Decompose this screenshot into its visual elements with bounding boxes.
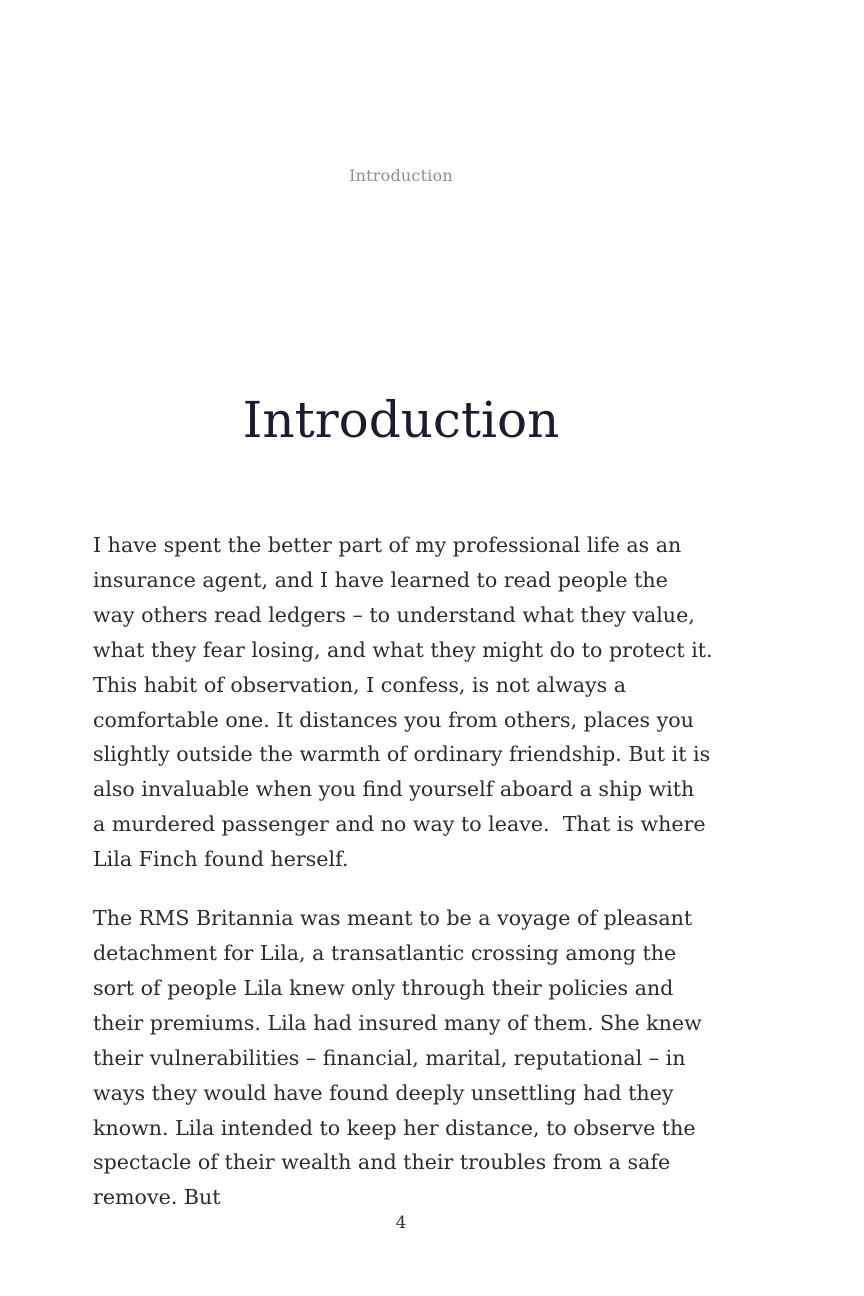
page-number: 4: [395, 1213, 407, 1233]
chapter-title: Introduction: [242, 391, 560, 449]
running-header: Introduction: [349, 166, 453, 185]
body-text: [93, 528, 720, 1239]
paragraph: The RMS Britannia was meant to be a voyage of pleasant detachment for Lila, a transatlantic crossing among the sort of people Lila knew only through their policies and their premiums. Lila had insured many of them. She knew their vulnerabilities – financial, marital, reputational – in ways they would have found deeply unsettling had they known. Lila intended to keep her distance, to observe the spectacle of their wealth and their troubles from a safe remove. But: [93, 906, 709, 1210]
paragraph: I have spent the better part of my professional life as an insurance agent, and I have learned to read people the way others read ledgers – to understand what they value, what they fear losing, and what they might do to protect it. This habit of observation, I confess, is not always a comfortable one. It distances you from others, places you slightly outside the warmth of ordinary friendship. But it is also invaluable when you find yourself aboard a ship with a murdered passenger and no way to leave. That is where Lila Finch found herself.: [93, 533, 720, 872]
